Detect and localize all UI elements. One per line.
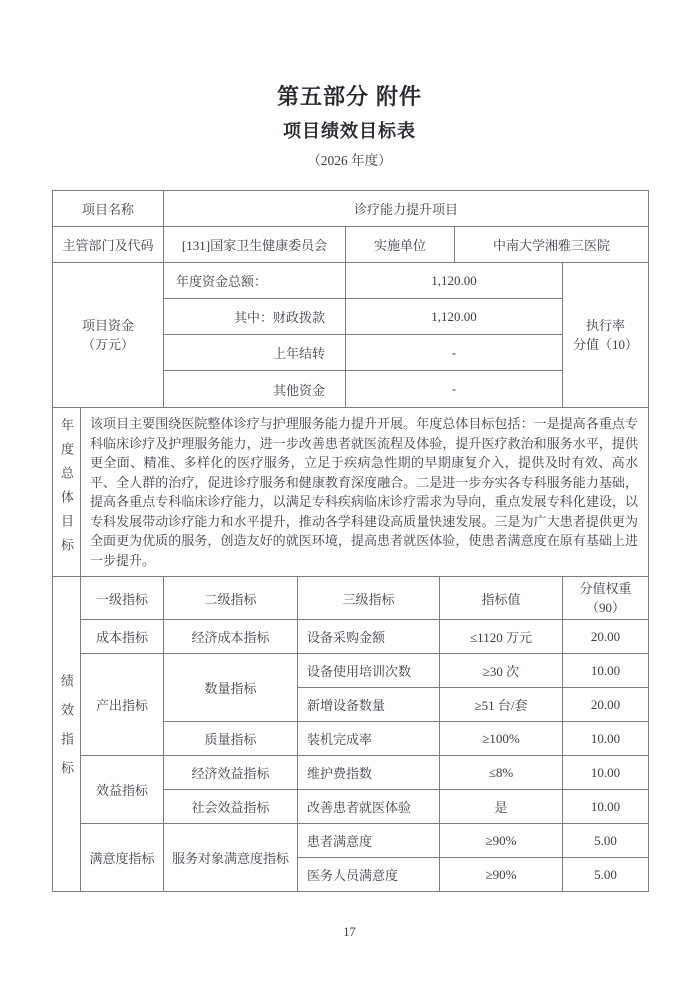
indicator-row [53,654,649,688]
funding-value-fiscal: 1,120.00 [346,299,563,335]
level2-quantity: 数量指标 [164,654,298,722]
annual-goal-text: 该项目主要围绕医院整体诊疗与护理服务能力提升开展。年度总体目标包括：一是提高各重点专科临床诊疗及护理服务能力，进一步改善患者就医流程及体验，提升医疗救治和服务水平，提供更全面、精准、多样化的医疗服务，立足于疾病急性期的早期康复介入，提供及时有效、高水平、全人群的治疗，促进诊疗服务和健康教育深度融合。二是进一步夯实各专科服务能力基础，提高各重点专科临床诊疗能力，以满足专科疾病临床诊疗需求为导向，重点发展专科化建设，以专科发展带动诊疗能力和水平提升，推动各学科建设高质量快速发展。三是为广大患者提供更为全面更为优质的服务，创造友好的就医环境，提高患者就医体验，使患者满意度在原有基础上进一步提升。 [81,408,649,577]
weight-maintenance-index: 10.00 [563,756,649,790]
page-number: 17 [343,925,356,939]
level3-training-times: 设备使用培训次数 [298,654,440,688]
level3-installation-rate: 装机完成率 [298,722,440,756]
annual-goal-label: 年度总体目标 [59,418,74,562]
impl-unit-value: 中南大学湘雅三医院 [455,227,649,263]
header-value: 指标值 [440,577,563,620]
exec-rate-line2: 分值（10） [573,337,639,352]
indicators-header-row [53,577,649,620]
project-name-label: 项目名称 [53,191,164,227]
indicators-label: 绩效指标 [59,674,74,790]
funding-value-carryover: - [346,335,563,371]
level2-social-benefit: 社会效益指标 [164,790,298,824]
weight-equipment-purchase: 20.00 [563,620,649,654]
level3-maintenance-index: 维护费指数 [298,756,440,790]
indicator-row [53,824,649,858]
header-level1: 一级指标 [81,577,164,620]
level2-economic-benefit: 经济效益指标 [164,756,298,790]
value-staff-satisfaction: ≥90% [440,858,563,892]
level1-benefit: 效益指标 [81,756,164,824]
level1-satisfaction: 满意度指标 [81,824,164,892]
value-equipment-purchase: ≤1120 万元 [440,620,563,654]
level1-output: 产出指标 [81,654,164,756]
funding-row [53,263,649,299]
project-name-value: 诊疗能力提升项目 [164,191,649,227]
weight-training-times: 10.00 [563,654,649,688]
funding-name-carryover: 上年结转 [164,335,346,371]
value-new-equipment: ≥51 台/套 [440,688,563,722]
funding-label [53,263,164,408]
dept-label: 主管部门及代码 [53,227,164,263]
funding-name-fiscal: 其中：财政拨款 [164,299,346,335]
funding-value-other: - [346,371,563,408]
funding-name-other: 其他资金 [164,371,346,408]
page-title: 第五部分 附件 [276,84,423,109]
funding-value-total: 1,120.00 [346,263,563,299]
weight-new-equipment: 20.00 [563,688,649,722]
value-patient-satisfaction: ≥90% [440,824,563,858]
header-weight-line2: （90） [585,600,625,615]
indicators-label-cell [53,577,81,892]
header-level3: 三级指标 [298,577,440,620]
project-info-table [52,190,649,408]
level2-economic-cost: 经济成本指标 [164,620,298,654]
level2-service-satisfaction: 服务对象满意度指标 [164,824,298,892]
dept-row [53,227,649,263]
level2-quality: 质量指标 [164,722,298,756]
weight-installation-rate: 10.00 [563,722,649,756]
level3-new-equipment: 新增设备数量 [298,688,440,722]
level3-patient-satisfaction: 患者满意度 [298,824,440,858]
page-subtitle: 项目绩效目标表 [283,121,416,141]
funding-label-line1: 项目资金 [81,318,134,333]
weight-patient-satisfaction: 5.00 [563,824,649,858]
project-name-row [53,191,649,227]
weight-patient-experience: 10.00 [563,790,649,824]
funding-name-total: 年度资金总额： [164,263,346,299]
annual-goal-row [53,408,649,577]
value-maintenance-index: ≤8% [440,756,563,790]
level3-equipment-purchase: 设备采购金额 [298,620,440,654]
exec-rate-cell [563,263,649,408]
level3-patient-experience: 改善患者就医体验 [298,790,440,824]
funding-label-line2: （万元） [81,337,134,352]
impl-unit-label: 实施单位 [346,227,455,263]
level1-cost: 成本指标 [81,620,164,654]
value-installation-rate: ≥100% [440,722,563,756]
value-training-times: ≥30 次 [440,654,563,688]
exec-rate-line1: 执行率 [586,318,626,333]
header-weight-line1: 分值权重 [579,581,632,596]
year-label: （2026 年度） [307,153,392,168]
annual-goal-label-cell [53,408,81,577]
value-patient-experience: 是 [440,790,563,824]
annual-goal-table [52,407,649,577]
indicator-row [53,620,649,654]
header-weight [563,577,649,620]
header-level2: 二级指标 [164,577,298,620]
weight-staff-satisfaction: 5.00 [563,858,649,892]
performance-indicators-table [52,576,649,892]
dept-value: [131]国家卫生健康委员会 [164,227,346,263]
level3-staff-satisfaction: 医务人员满意度 [298,858,440,892]
indicator-row [53,756,649,790]
